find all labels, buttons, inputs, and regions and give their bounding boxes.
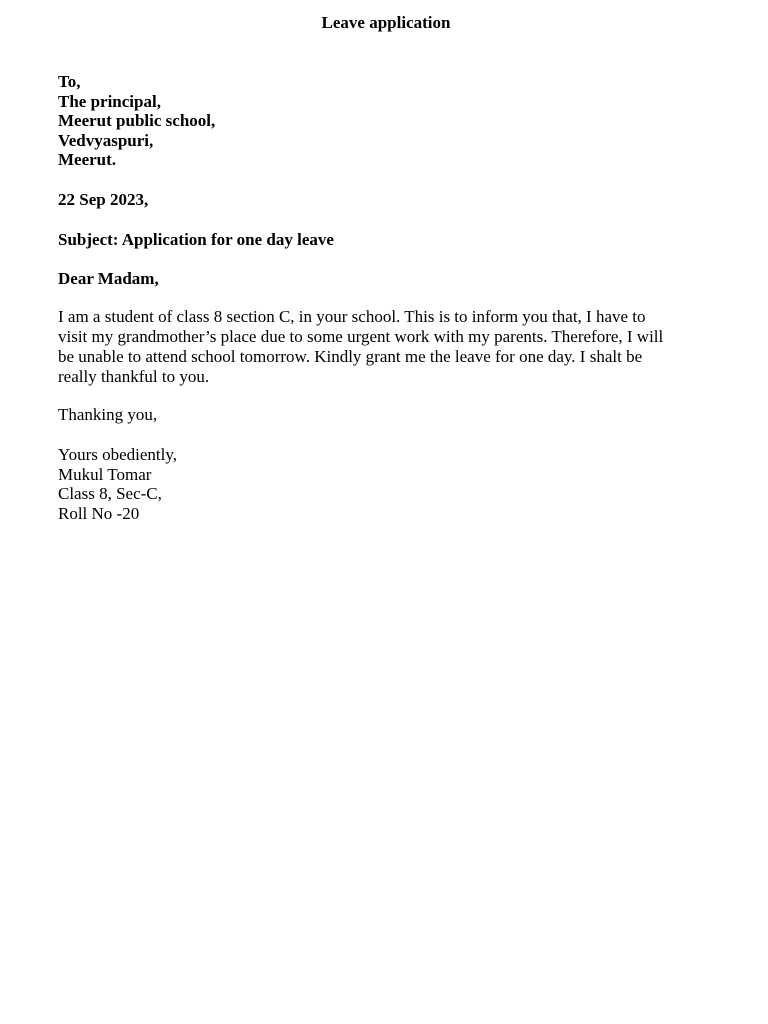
sender-name: Mukul Tomar [58,464,152,484]
body-line: I am a student of class 8 section C, in your school. This is to inform you that, I have to [58,307,646,326]
signoff-line: Yours obediently, [58,445,178,464]
signature-block [58,445,177,523]
recipient-address [58,72,215,170]
document-title: Leave application [321,13,451,32]
body-line: visit my grandmother’s place due to some urgent work with my parents. Therefore, I will [58,327,664,346]
address-line: Vedvyaspuri, [58,130,154,150]
address-line: Meerut. [58,150,117,169]
body-line: be unable to attend school tomorrow. Kindly grant me the leave for one day. I shalt be [58,347,643,366]
address-line: To, [58,72,81,91]
letter-subject: Subject: Application for one day leave [58,230,334,249]
address-line: The principal, [58,91,161,111]
address-line: Meerut public school, [58,111,216,130]
body-line: really thankful to you. [58,367,210,386]
letter-body [58,307,718,387]
sender-class: Class 8, Sec-C, [58,484,162,503]
letter-date: 22 Sep 2023, [58,190,149,209]
closing-line: Thanking you, [58,405,158,424]
salutation: Dear Madam, [58,269,159,288]
sender-roll-number: Roll No -20 [58,503,140,523]
